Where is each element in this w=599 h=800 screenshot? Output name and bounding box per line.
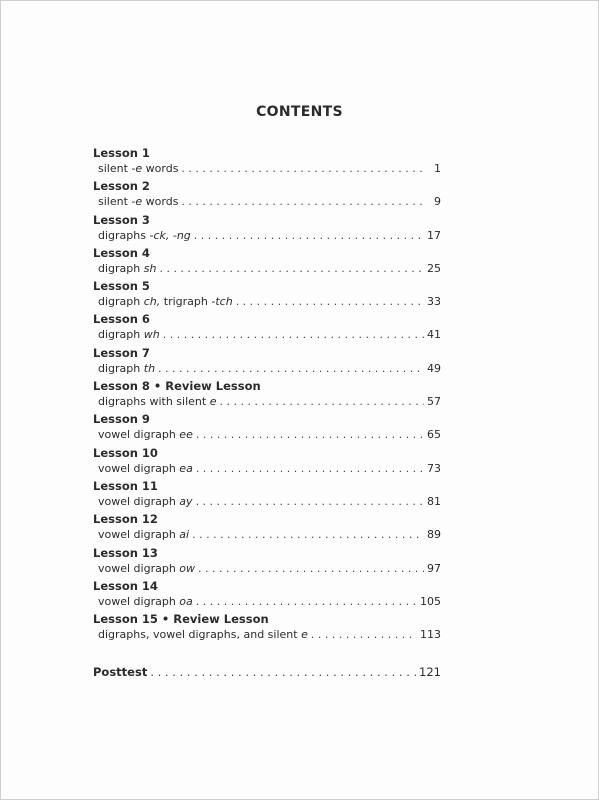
lesson-description: digraphs -ck, -ng — [98, 228, 191, 242]
lesson-description: digraphs, vowel digraphs, and silent e — [98, 628, 308, 642]
toc-entry — [93, 546, 441, 579]
toc-entry — [93, 279, 441, 312]
toc-line — [93, 627, 441, 642]
lesson-title: Lesson 9 — [93, 412, 150, 427]
toc-line — [93, 461, 441, 476]
toc-line — [93, 427, 441, 442]
toc-entry — [93, 479, 441, 512]
page-number: 25 — [427, 261, 441, 275]
lesson-description: vowel digraph oa — [98, 594, 193, 608]
toc-entry — [93, 612, 441, 645]
dot-leader — [194, 228, 424, 243]
lesson-title: Lesson 15 • Review Lesson — [93, 612, 269, 627]
lesson-title: Lesson 1 — [93, 146, 150, 160]
toc-entry — [93, 412, 441, 445]
toc-line — [93, 228, 441, 243]
lesson-title: Lesson 8 • Review Lesson — [93, 379, 261, 394]
lesson-description: silent -e words — [98, 195, 179, 209]
dot-leader — [150, 665, 416, 680]
dot-leader — [158, 361, 424, 376]
toc-entry — [93, 213, 441, 246]
lesson-description: silent -e words — [98, 162, 179, 175]
toc-entry — [93, 512, 441, 545]
lesson-title: Lesson 5 — [93, 279, 150, 294]
dot-leader — [159, 261, 424, 276]
dot-leader — [196, 594, 417, 609]
page-number: 121 — [419, 665, 441, 679]
toc-line — [93, 161, 441, 176]
dot-leader — [311, 627, 417, 642]
lesson-title: Lesson 3 — [93, 212, 150, 227]
dot-leader — [196, 427, 424, 442]
toc-entry — [93, 579, 441, 612]
dot-leader — [163, 327, 424, 342]
page-number: 89 — [427, 528, 441, 542]
lesson-title: Lesson 11 — [93, 478, 158, 493]
dot-leader — [181, 194, 424, 209]
lesson-title: Lesson 6 — [93, 312, 150, 327]
toc-line — [93, 194, 441, 209]
lesson-title: Lesson 14 — [93, 578, 158, 593]
toc-line — [93, 527, 441, 542]
page-number: 33 — [427, 295, 441, 309]
dot-leader — [219, 394, 424, 409]
toc-entry — [93, 146, 441, 179]
lesson-title: Lesson 4 — [93, 245, 150, 260]
toc-line — [93, 494, 441, 509]
lesson-description: digraph th — [98, 361, 156, 375]
lesson-description: vowel digraph ea — [98, 461, 193, 475]
page-number: 105 — [420, 594, 441, 608]
toc-entry — [93, 179, 441, 212]
lesson-description: vowel digraph ow — [98, 561, 196, 575]
lesson-title: Lesson 7 — [93, 345, 150, 360]
lesson-title: Lesson 12 — [93, 512, 158, 527]
lesson-description: vowel digraph ai — [98, 528, 190, 542]
page-number: 17 — [427, 228, 441, 242]
page-number: 41 — [427, 328, 441, 342]
page-number: 97 — [427, 561, 441, 575]
lesson-description: digraph ch, trigraph -tch — [98, 295, 233, 309]
posttest-entry — [93, 665, 441, 680]
lesson-description: vowel digraph ee — [98, 428, 193, 442]
lesson-title: Lesson 10 — [93, 445, 158, 460]
toc-entry — [93, 346, 441, 379]
lesson-title: Lesson 13 — [93, 545, 158, 560]
toc-entry — [93, 379, 441, 412]
toc-entry — [93, 446, 441, 479]
toc-entry — [93, 246, 441, 279]
dot-leader — [181, 161, 424, 176]
page-number: 113 — [420, 628, 441, 642]
page-number: 81 — [427, 494, 441, 508]
dot-leader — [198, 561, 424, 576]
toc-entry — [93, 312, 441, 345]
toc-line — [93, 594, 441, 609]
toc-line — [93, 294, 441, 309]
page-number: 1 — [434, 162, 441, 175]
toc-line — [93, 261, 441, 276]
toc-line — [93, 561, 441, 576]
table-of-contents — [93, 146, 441, 645]
page-number: 57 — [427, 395, 441, 409]
page-number: 9 — [434, 195, 441, 209]
toc-line — [93, 394, 441, 409]
dot-leader — [236, 294, 424, 309]
dot-leader — [196, 494, 424, 509]
lesson-description: digraphs with silent e — [98, 395, 217, 409]
dot-leader — [192, 527, 424, 542]
lesson-title: Lesson 2 — [93, 179, 150, 194]
lesson-description: vowel digraph ay — [98, 494, 193, 508]
dot-leader — [196, 461, 424, 476]
toc-line — [93, 361, 441, 376]
posttest-label: Posttest — [93, 665, 148, 679]
page-number: 73 — [427, 461, 441, 475]
page-title: CONTENTS — [256, 104, 343, 120]
page-number: 65 — [427, 428, 441, 442]
toc-line — [93, 327, 441, 342]
lesson-description: digraph wh — [98, 328, 160, 342]
lesson-description: digraph sh — [98, 261, 157, 275]
page-number: 49 — [427, 361, 441, 375]
